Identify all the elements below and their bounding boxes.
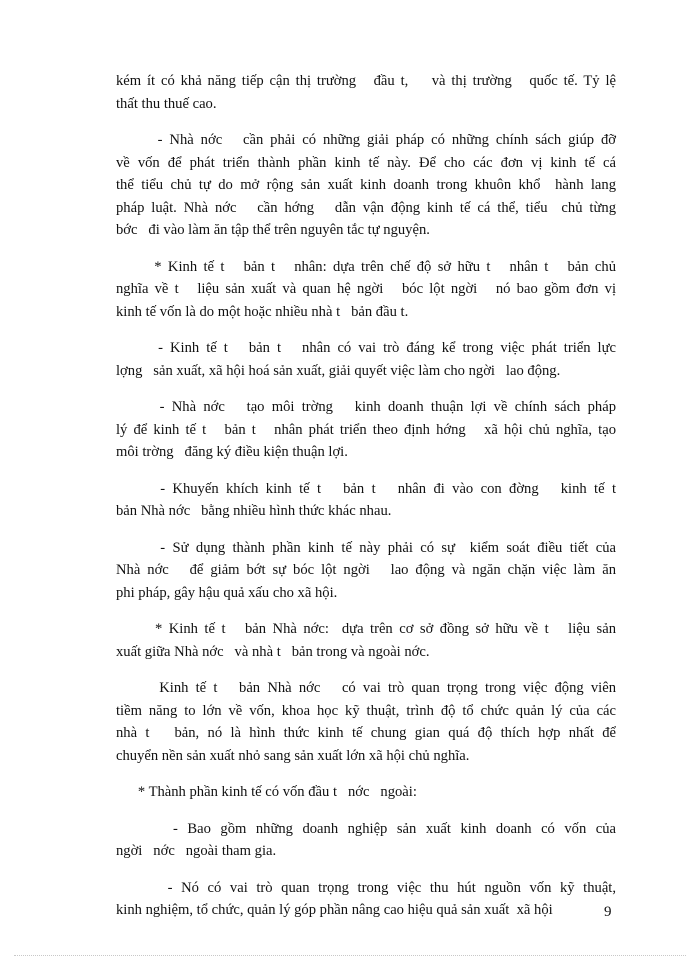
- paragraph: [116, 537, 616, 605]
- paragraph: [116, 781, 616, 804]
- footer-divider: [14, 955, 686, 956]
- body-text: [116, 70, 616, 936]
- text-line: xuất giữa Nhà nớc và nhà t bản trong và ngoài nớc.: [116, 643, 430, 660]
- text-line: kinh nghiệm, tổ chức, quản lý góp phần nâng cao hiệu quả sản xuất xã hội: [116, 902, 553, 918]
- paragraph: [116, 129, 616, 242]
- text-line: ngời nớc ngoài tham gia.: [116, 843, 277, 859]
- text-line: tiềm năng to lớn về vốn, khoa học kỹ thuật, trình độ tổ chức quản lý của các: [116, 702, 616, 719]
- text-line: - Nhà nớc cần phải có những giải pháp có những chính sách giúp đỡ: [116, 132, 616, 148]
- text-line: - Kinh tế t bản t nhân có vai trò đáng kể trong việc phát triển lực: [116, 340, 616, 356]
- text-line: môi trờng đăng ký điều kiện thuận lợi.: [116, 444, 348, 460]
- paragraph: [116, 877, 616, 922]
- paragraph: [116, 256, 616, 324]
- page-number: 9: [604, 904, 612, 920]
- text-line: chuyển nền sản xuất nhỏ sang sản xuất lớn xã hội chủ nghĩa.: [116, 747, 470, 764]
- text-line: lợng sản xuất, xã hội hoá sản xuất, giải quyết việc làm cho ngời lao động.: [116, 362, 561, 379]
- text-line: * Kinh tế t bản Nhà nớc: dựa trên cơ sở đồng sở hữu về t liệu sản: [116, 621, 616, 637]
- text-line: nghĩa về t liệu sản xuất và quan hệ ngời bóc lột ngời nó bao gồm đơn vị: [116, 281, 616, 297]
- paragraph: [116, 818, 616, 863]
- paragraph: [116, 337, 616, 382]
- text-line: nhà t bản, nó là hình thức kinh tế chung gian quá độ thích hợp nhất để: [116, 725, 616, 741]
- text-line: lý để kinh tế t bản t nhân phát triển theo định hớng xã hội chủ nghĩa, tạo: [116, 421, 616, 438]
- text-line: kém ít có khả năng tiếp cận thị trường đầu t, và thị trường quốc tế. Tỷ lệ: [116, 73, 616, 89]
- text-line: - Nó có vai trò quan trọng trong việc thu hút nguồn vốn kỹ thuật,: [116, 879, 616, 896]
- text-line: - Khuyến khích kinh tế t bản t nhân đi vào con đờng kinh tế t: [116, 480, 616, 497]
- text-line: Nhà nớc để giảm bớt sự bóc lột ngời lao động và ngăn chặn việc làm ăn: [116, 562, 616, 578]
- paragraph: [116, 396, 616, 464]
- text-line: * Thành phần kinh tế có vốn đầu t nớc ngoài:: [116, 784, 417, 800]
- text-line: pháp luật. Nhà nớc cần hớng dẫn vận động kinh tế cá thể, tiểu chủ từng: [116, 199, 616, 216]
- text-line: thể tiểu chủ tự do mở rộng sản xuất kinh doanh trong khuôn khổ hành lang: [116, 177, 616, 193]
- text-line: - Sử dụng thành phần kinh tế này phải có sự kiểm soát điều tiết của: [116, 539, 616, 556]
- text-line: * Kinh tế t bản t nhân: dựa trên chế độ sở hữu t nhân t bản chủ: [116, 258, 616, 275]
- paragraph: [116, 677, 616, 767]
- text-line: bớc đi vào làm ăn tập thể trên nguyên tắc tự nguyện.: [116, 222, 430, 238]
- text-line: thất thu thuế cao.: [116, 95, 217, 112]
- text-line: Kinh tế t bản Nhà nớc có vai trò quan trọng trong việc động viên: [116, 680, 616, 696]
- paragraph: [116, 618, 616, 663]
- paragraph: [116, 70, 616, 115]
- text-line: về vốn để phát triển thành phần kinh tế này. Để cho các đơn vị kinh tế cá: [116, 154, 616, 171]
- text-line: - Nhà nớc tạo môi trờng kinh doanh thuận lợi về chính sách pháp: [116, 399, 616, 415]
- text-line: - Bao gồm những doanh nghiệp sản xuất kinh doanh có vốn của: [116, 820, 616, 837]
- text-line: bản Nhà nớc bằng nhiều hình thức khác nhau.: [116, 503, 392, 519]
- text-line: phi pháp, gây hậu quả xấu cho xã hội.: [116, 584, 338, 601]
- text-line: kinh tế vốn là do một hoặc nhiều nhà t bản đầu t.: [116, 303, 409, 320]
- paragraph: [116, 478, 616, 523]
